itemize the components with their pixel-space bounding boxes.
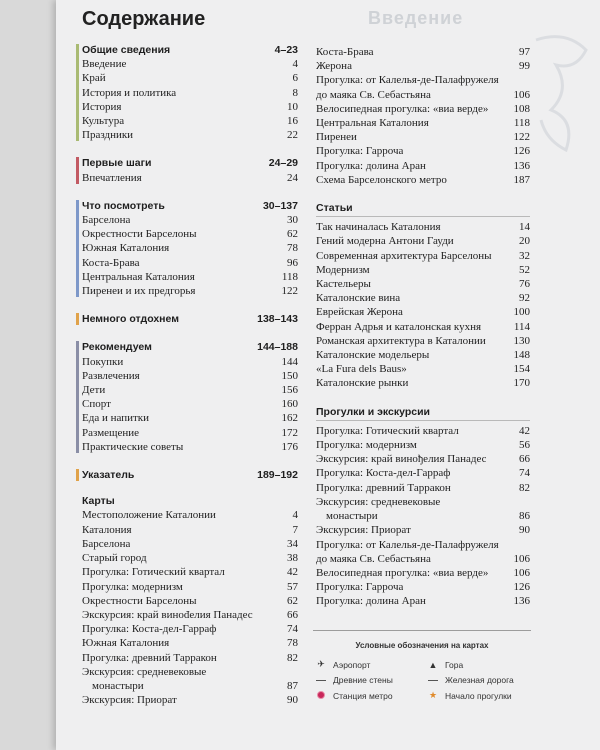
legend-label: Станция метро (333, 690, 393, 701)
toc-entry (82, 270, 298, 284)
entry-label: Покупки (82, 355, 124, 368)
page-number: 150 (281, 369, 298, 382)
toc-entry (316, 538, 530, 552)
toc-entry (82, 213, 298, 227)
toc-entry (316, 144, 530, 158)
entry-label: Так начиналась Каталония (316, 221, 441, 234)
page-number: 118 (513, 117, 530, 130)
entry-label: Каталония (82, 523, 132, 536)
entry-label: Указатель (82, 469, 135, 482)
toc-entry (316, 220, 530, 234)
toc-entry (82, 523, 298, 537)
page-number: 108 (513, 102, 530, 115)
page-title: Содержание (82, 8, 206, 30)
toc-entry (82, 551, 298, 565)
ghost-heading: Введение (368, 8, 464, 28)
page-number: 82 (519, 481, 530, 494)
page-number: 32 (519, 249, 530, 262)
entry-label: Экскурсия: Приорат (82, 694, 177, 707)
page-number: 24 (287, 171, 298, 184)
toc-entry (82, 369, 298, 383)
entry-label: Экскурсия: средневековые (316, 495, 441, 508)
page-number: 10 (287, 100, 298, 113)
page-number: 42 (287, 566, 298, 579)
toc-entry (82, 537, 298, 551)
page-number: 100 (513, 306, 530, 319)
entry-label: Прогулка: древний Тарракон (82, 651, 217, 664)
toc-entry (316, 438, 530, 452)
entry-label: Прогулка: Гарроча (316, 581, 404, 594)
entry-label: Кастельеры (316, 278, 371, 291)
toc-entry (316, 102, 530, 116)
page-number: 90 (287, 694, 298, 707)
entry-label: Прогулка: долина Аран (316, 595, 426, 608)
page-number: 4 (292, 58, 298, 71)
contents-page (56, 0, 600, 750)
page-number: 126 (513, 581, 530, 594)
entry-label: Прогулка: Гарроча (316, 145, 404, 158)
entry-label: Развлечения (82, 369, 140, 382)
page-number: 7 (292, 523, 298, 536)
entry-label: Рекомендуем (82, 341, 152, 354)
toc-entry (82, 636, 298, 650)
toc-section (310, 45, 530, 187)
page-number: 156 (281, 384, 298, 397)
toc-entry (316, 594, 530, 608)
toc-entry (82, 114, 298, 128)
toc-entry (316, 234, 530, 248)
toc-entry (316, 88, 530, 102)
entry-label: Каталонские модельеры (316, 349, 430, 362)
entry-label: Размещение (82, 426, 140, 439)
page-number: 62 (287, 228, 298, 241)
toc-entry (82, 426, 298, 440)
entry-label: Южная Каталония (82, 637, 170, 650)
toc-entry (316, 566, 530, 580)
page-number: 148 (513, 349, 530, 362)
page-number: 144 (281, 355, 298, 368)
page-number: 154 (513, 363, 530, 376)
toc-section (76, 43, 298, 142)
entry-label: Пиренеи (316, 131, 357, 144)
entry-label: Впечатления (82, 171, 142, 184)
entry-label: Гений модерна Антони Гауди (316, 235, 454, 248)
spacer (76, 454, 298, 468)
section-heading (82, 340, 298, 354)
entry-label: История и политика (82, 86, 177, 99)
entry-label: Экскурсия: край винођелия Панадес (316, 453, 487, 466)
entry-label: Прогулка: Готический квартал (82, 566, 225, 579)
legend-label: Древние стены (333, 675, 393, 685)
page-number: 170 (513, 377, 530, 390)
entry-label: Коста-Брава (82, 256, 140, 269)
toc-entry (316, 263, 530, 277)
map-legend (313, 630, 531, 729)
entry-label: Что посмотреть (82, 199, 165, 212)
page-number: 138–143 (257, 313, 298, 326)
entry-label: Край (82, 72, 106, 85)
page-number: 42 (519, 424, 530, 437)
entry-label: Общие сведения (82, 44, 171, 56)
toc-entry (316, 334, 530, 348)
legend-item (313, 659, 425, 670)
toc-entry (316, 249, 530, 263)
entry-label: Окрестности Барселоны (82, 594, 197, 607)
decorative-watermark-icon (526, 30, 596, 170)
page-number: 114 (513, 320, 530, 333)
entry-label: Пиренеи и их предгорья (82, 285, 196, 298)
toc-entry (82, 100, 298, 114)
airport-icon: ✈ (317, 659, 325, 669)
entry-label: Дети (82, 384, 106, 397)
spacer (76, 142, 298, 156)
toc-entry (316, 159, 530, 173)
page-number: 34 (287, 537, 298, 550)
entry-label: Жерона (316, 60, 352, 73)
toc-entry (82, 594, 298, 608)
entry-label: Южная Каталония (82, 242, 170, 255)
toc-entry (316, 481, 530, 495)
toc-entry (316, 452, 530, 466)
toc-entry (316, 173, 530, 187)
entry-label: Экскурсия: Приорат (316, 524, 411, 537)
legend-item (313, 690, 425, 701)
spacer (310, 187, 530, 201)
page-number: 66 (287, 608, 298, 621)
toc-section (310, 201, 530, 391)
page-number: 82 (287, 651, 298, 664)
entry-label: монастыри (326, 510, 378, 523)
page-number: 14 (519, 221, 530, 234)
entry-label: Статьи (316, 202, 353, 215)
page-number: 30–137 (262, 199, 298, 212)
toc-entry (82, 227, 298, 241)
toc-section (76, 156, 298, 184)
page-number: 38 (287, 552, 298, 565)
page-number: 106 (513, 88, 530, 101)
page-number: 86 (519, 510, 530, 523)
spacer (76, 326, 298, 340)
section-heading (82, 494, 298, 508)
entry-label: Введение (82, 58, 127, 71)
toc-entry (82, 608, 298, 622)
entry-label: Модернизм (316, 263, 370, 276)
entry-label: Первые шаги (82, 157, 152, 170)
page-number: 96 (287, 256, 298, 269)
entry-label: Спорт (82, 398, 111, 411)
entry-label: Местоположение Каталонии (82, 509, 216, 522)
toc-entry (316, 509, 530, 523)
entry-label: Еврейская Жерона (316, 306, 403, 319)
toc-entry (316, 362, 530, 376)
page-number: 74 (519, 467, 530, 480)
entry-label: Ферран Адрья и каталонская кухня (316, 320, 482, 333)
toc-entry (316, 45, 530, 59)
toc-entry (316, 376, 530, 390)
section-heading (82, 156, 298, 170)
entry-label: История (82, 100, 122, 113)
toc-section (76, 312, 298, 326)
toc-entry (316, 116, 530, 130)
spacer (310, 391, 530, 405)
toc-entry (82, 86, 298, 100)
section-heading (82, 199, 298, 213)
heading-rule (316, 216, 530, 217)
page-number: 4–23 (274, 44, 298, 56)
entry-label: Велосипедная прогулка: «виа верде» (316, 566, 489, 579)
entry-label: Прогулка: Коста-дел-Гарраф (82, 623, 217, 636)
toc-entry (82, 397, 298, 411)
entry-label: Центральная Каталония (316, 117, 429, 130)
toc-entry (82, 651, 298, 665)
entry-label: Экскурсия: средневековые (82, 665, 207, 678)
page-number: 176 (281, 440, 298, 453)
page-number: 130 (513, 334, 530, 347)
toc-entry (82, 440, 298, 454)
legend-item (313, 675, 425, 685)
spacer (76, 482, 298, 494)
page-number: 20 (519, 235, 530, 248)
legend-label: Гора (445, 659, 464, 670)
toc-section (76, 468, 298, 482)
entry-label: Культура (82, 115, 125, 128)
page-number: 160 (281, 398, 298, 411)
toc-entry (316, 130, 530, 144)
toc-entry (82, 411, 298, 425)
entry-label: до маяка Св. Себастьяна (316, 552, 431, 565)
page-number: 172 (281, 426, 298, 439)
entry-label: Прогулка: древний Тарракон (316, 481, 451, 494)
section-heading (82, 468, 298, 482)
toc-entry (82, 256, 298, 270)
star-icon: ★ (428, 690, 438, 700)
toc-entry (82, 71, 298, 85)
entry-label: Праздники (82, 129, 134, 142)
toc-entry (82, 693, 298, 707)
left-column (76, 43, 298, 707)
toc-section (310, 405, 530, 609)
toc-entry (316, 59, 530, 73)
page-number: 118 (281, 270, 298, 283)
toc-entry (82, 665, 298, 679)
section-heading (316, 201, 530, 215)
entry-label: Прогулка: от Калелья-де-Палафружеля (316, 74, 499, 87)
page-number: 56 (519, 439, 530, 452)
section-heading (316, 405, 530, 419)
toc-entry (82, 128, 298, 142)
entry-label: Прогулка: от Калелья-де-Палафружеля (316, 538, 499, 551)
page-number: 136 (513, 595, 530, 608)
page-number: 122 (513, 131, 530, 144)
right-column (310, 45, 530, 609)
entry-label: Прогулка: Коста-дел-Гарраф (316, 467, 451, 480)
toc-entry (316, 320, 530, 334)
page-number: 187 (513, 173, 530, 186)
entry-label: Немного отдохнем (82, 313, 179, 326)
page-number: 22 (287, 129, 298, 142)
page-number: 106 (513, 566, 530, 579)
entry-label: Карты (82, 495, 115, 508)
toc-entry (316, 424, 530, 438)
toc-entry (82, 57, 298, 71)
page-number: 136 (513, 159, 530, 172)
legend-label: Аэропорт (333, 659, 371, 670)
entry-label: Старый город (82, 552, 147, 565)
page-number: 189–192 (257, 469, 298, 482)
entry-label: Прогулка: долина Аран (316, 159, 426, 172)
toc-entry (316, 291, 530, 305)
toc-entry (82, 622, 298, 636)
page-number: 126 (513, 145, 530, 158)
toc-entry (316, 73, 530, 87)
toc-section (76, 199, 298, 298)
page-number: 76 (519, 278, 530, 291)
legend-item (425, 659, 531, 670)
spacer (76, 185, 298, 199)
page-number: 8 (292, 86, 298, 99)
entry-label: Практические советы (82, 440, 184, 453)
entry-label: Схема Барселонского метро (316, 173, 447, 186)
toc-entry (82, 679, 298, 693)
entry-label: Велосипедная прогулка: «виа верде» (316, 102, 489, 115)
toc-entry (316, 580, 530, 594)
page-number: 78 (287, 242, 298, 255)
toc-section (76, 340, 298, 454)
entry-label: Прогулка: модернизм (82, 580, 183, 593)
toc-entry (316, 552, 530, 566)
legend-label: Начало прогулки (445, 690, 512, 701)
spacer (76, 298, 298, 312)
entry-label: Центральная Каталония (82, 270, 195, 283)
page-number: 6 (292, 72, 298, 85)
page-number: 57 (287, 580, 298, 593)
page-number: 30 (287, 214, 298, 227)
entry-label: «La Fura dels Baus» (316, 363, 407, 376)
railway-icon (425, 675, 441, 685)
entry-label: Каталонские вина (316, 292, 401, 305)
toc-entry (316, 277, 530, 291)
entry-label: Экскурсия: край винođелия Панадес (82, 608, 253, 621)
page-number: 97 (519, 46, 530, 58)
entry-label: Барселона (82, 214, 131, 227)
page-number: 62 (287, 594, 298, 607)
page-number: 74 (287, 623, 298, 636)
toc-section (76, 494, 298, 707)
toc-entry (82, 241, 298, 255)
entry-label: Коста-Брава (316, 46, 374, 58)
toc-entry (82, 383, 298, 397)
legend-title: Условные обозначения на картах (355, 641, 489, 650)
page-number: 144–188 (257, 341, 298, 354)
toc-entry (316, 348, 530, 362)
page-number: 87 (287, 679, 298, 692)
entry-label: Окрестности Барселоны (82, 228, 197, 241)
entry-label: Романская архитектура в Каталонии (316, 334, 486, 347)
toc-entry (82, 508, 298, 522)
page-number: 16 (287, 115, 298, 128)
legend-label: Железная дорога (445, 675, 514, 685)
page-number: 4 (292, 509, 298, 522)
page-number: 78 (287, 637, 298, 650)
toc-entry (316, 466, 530, 480)
entry-label: до маяка Св. Себастьяна (316, 88, 431, 101)
heading-rule (316, 420, 530, 421)
toc-entry (82, 565, 298, 579)
entry-label: монастыри (92, 679, 144, 692)
entry-label: Прогулка: Готический квартал (316, 424, 459, 437)
page-number: 92 (519, 292, 530, 305)
toc-entry (82, 580, 298, 594)
section-heading (82, 43, 298, 57)
entry-label: Прогулка: модернизм (316, 439, 417, 452)
mountain-icon: ▲ (428, 659, 438, 670)
legend-item (425, 690, 531, 701)
page-number: 52 (519, 263, 530, 276)
toc-entry (82, 355, 298, 369)
page-number: 162 (281, 412, 298, 425)
page-number: 24–29 (268, 157, 298, 170)
entry-label: Прогулки и экскурсии (316, 405, 430, 418)
page-number: 66 (519, 453, 530, 466)
entry-label: Современная архитектура Барселоны (316, 249, 492, 262)
page-number: 90 (519, 524, 530, 537)
entry-label: Каталонские рынки (316, 377, 409, 390)
section-heading (82, 312, 298, 326)
toc-entry (82, 284, 298, 298)
toc-entry (82, 171, 298, 185)
toc-entry (316, 495, 530, 509)
toc-entry (316, 523, 530, 537)
entry-label: Барселона (82, 537, 131, 550)
entry-label: Еда и напитки (82, 412, 150, 425)
wall-icon (313, 675, 329, 685)
page-number: 122 (281, 285, 298, 298)
metro-icon (313, 691, 329, 701)
page-number: 106 (513, 552, 530, 565)
page-number: 99 (519, 60, 530, 73)
legend-item (425, 675, 531, 685)
toc-entry (316, 305, 530, 319)
